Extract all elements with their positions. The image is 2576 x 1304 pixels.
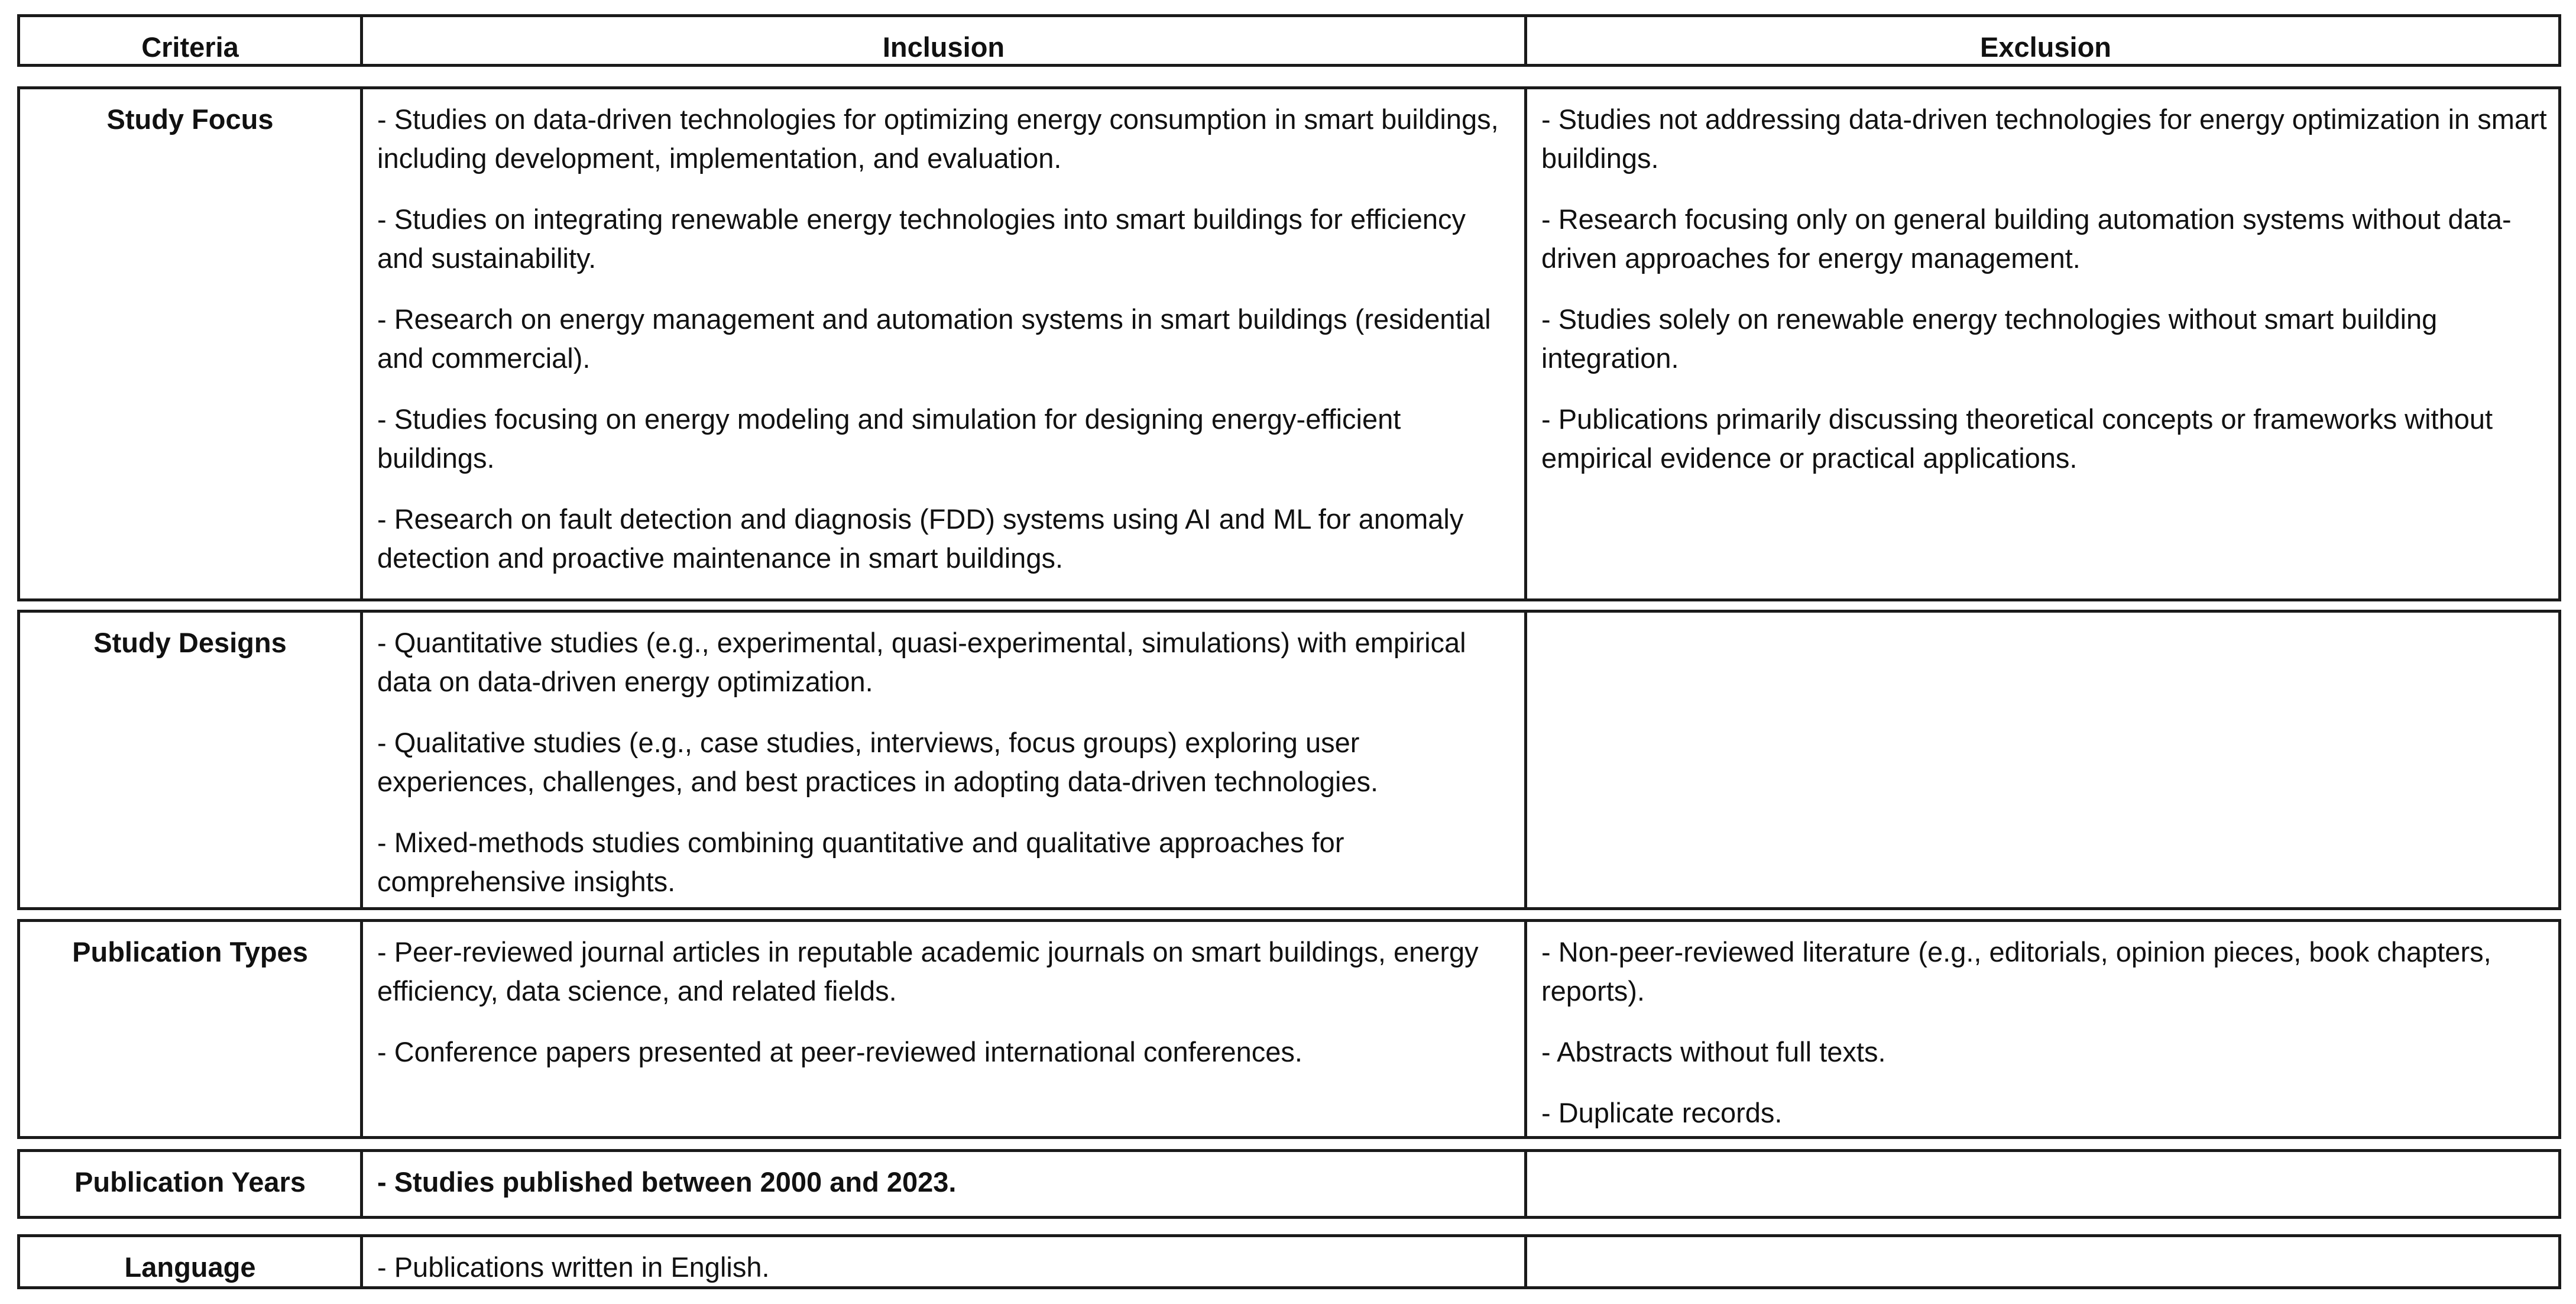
criteria-label: Study Designs	[93, 627, 287, 658]
inclusion-item: - Studies published between 2000 and 2023.	[377, 1166, 957, 1198]
exclusion-cell	[1524, 89, 2564, 598]
header-criteria: Criteria	[141, 31, 239, 63]
inclusion-item: - Research on energy management and automation systems in smart buildings (residential and commercial).	[377, 303, 1491, 374]
inclusion-item: - Research on fault detection and diagnosis (FDD) systems using AI and ML for anomaly detection and proactive maintenance in smart buildings.	[377, 503, 1464, 574]
row-publication-types	[17, 919, 2561, 1139]
row-language	[17, 1234, 2561, 1289]
inclusion-item: - Studies focusing on energy modeling and simulation for designing energy-efficient buildings.	[377, 403, 1401, 474]
inclusion-item: - Conference papers presented at peer-reviewed international conferences.	[377, 1036, 1302, 1067]
inclusion-item: - Publications written in English.	[377, 1251, 770, 1283]
header-exclusion: Exclusion	[1524, 17, 2564, 67]
inclusion-cell	[360, 89, 1524, 598]
exclusion-cell	[1524, 1237, 2564, 1287]
exclusion-item: - Studies solely on renewable energy technologies without smart building integration.	[1541, 303, 2438, 374]
criteria-label: Language	[124, 1251, 256, 1283]
exclusion-item: - Research focusing only on general building automation systems without data-driven approaches for energy management.	[1541, 203, 2512, 274]
inclusion-cell	[360, 1152, 1524, 1216]
inclusion-item: - Studies on integrating renewable energy technologies into smart buildings for efficiency and sustainability.	[377, 203, 1466, 274]
inclusion-item: - Qualitative studies (e.g., case studies, interviews, focus groups) exploring user experiences, challenges, and best practices in adopting data-driven technologies.	[377, 727, 1379, 797]
header-row	[17, 14, 2561, 67]
exclusion-cell	[1524, 922, 2564, 1136]
inclusion-item: - Peer-reviewed journal articles in reputable academic journals on smart buildings, energy efficiency, data science, and related fields.	[377, 936, 1479, 1007]
inclusion-item: - Quantitative studies (e.g., experimental, quasi-experimental, simulations) with empirical data on data-driven energy optimization.	[377, 627, 1466, 697]
header-inclusion: Inclusion	[360, 17, 1524, 67]
exclusion-item: - Non-peer-reviewed literature (e.g., editorials, opinion pieces, book chapters, reports).	[1541, 936, 2491, 1007]
exclusion-cell	[1524, 1152, 2564, 1216]
inclusion-item: - Studies on data-driven technologies for optimizing energy consumption in smart buildings, including development, implementation, and evaluation.	[377, 103, 1499, 174]
inclusion-cell	[360, 613, 1524, 907]
row-study-designs	[17, 610, 2561, 910]
exclusion-item: - Duplicate records.	[1541, 1097, 1783, 1128]
exclusion-item: - Studies not addressing data-driven technologies for energy optimization in smart buildings.	[1541, 103, 2547, 174]
row-study-focus	[17, 86, 2561, 601]
inclusion-item: - Mixed-methods studies combining quantitative and qualitative approaches for comprehensive insights.	[377, 827, 1344, 897]
row-publication-years	[17, 1149, 2561, 1219]
inclusion-cell	[360, 922, 1524, 1136]
criteria-label: Publication Years	[74, 1166, 306, 1198]
exclusion-item: - Publications primarily discussing theoretical concepts or frameworks without empirical evidence or practical applications.	[1541, 403, 2493, 474]
exclusion-item: - Abstracts without full texts.	[1541, 1036, 1886, 1067]
inclusion-cell	[360, 1237, 1524, 1287]
criteria-label: Study Focus	[106, 103, 274, 135]
criteria-label: Publication Types	[72, 936, 308, 968]
exclusion-cell	[1524, 613, 2564, 907]
